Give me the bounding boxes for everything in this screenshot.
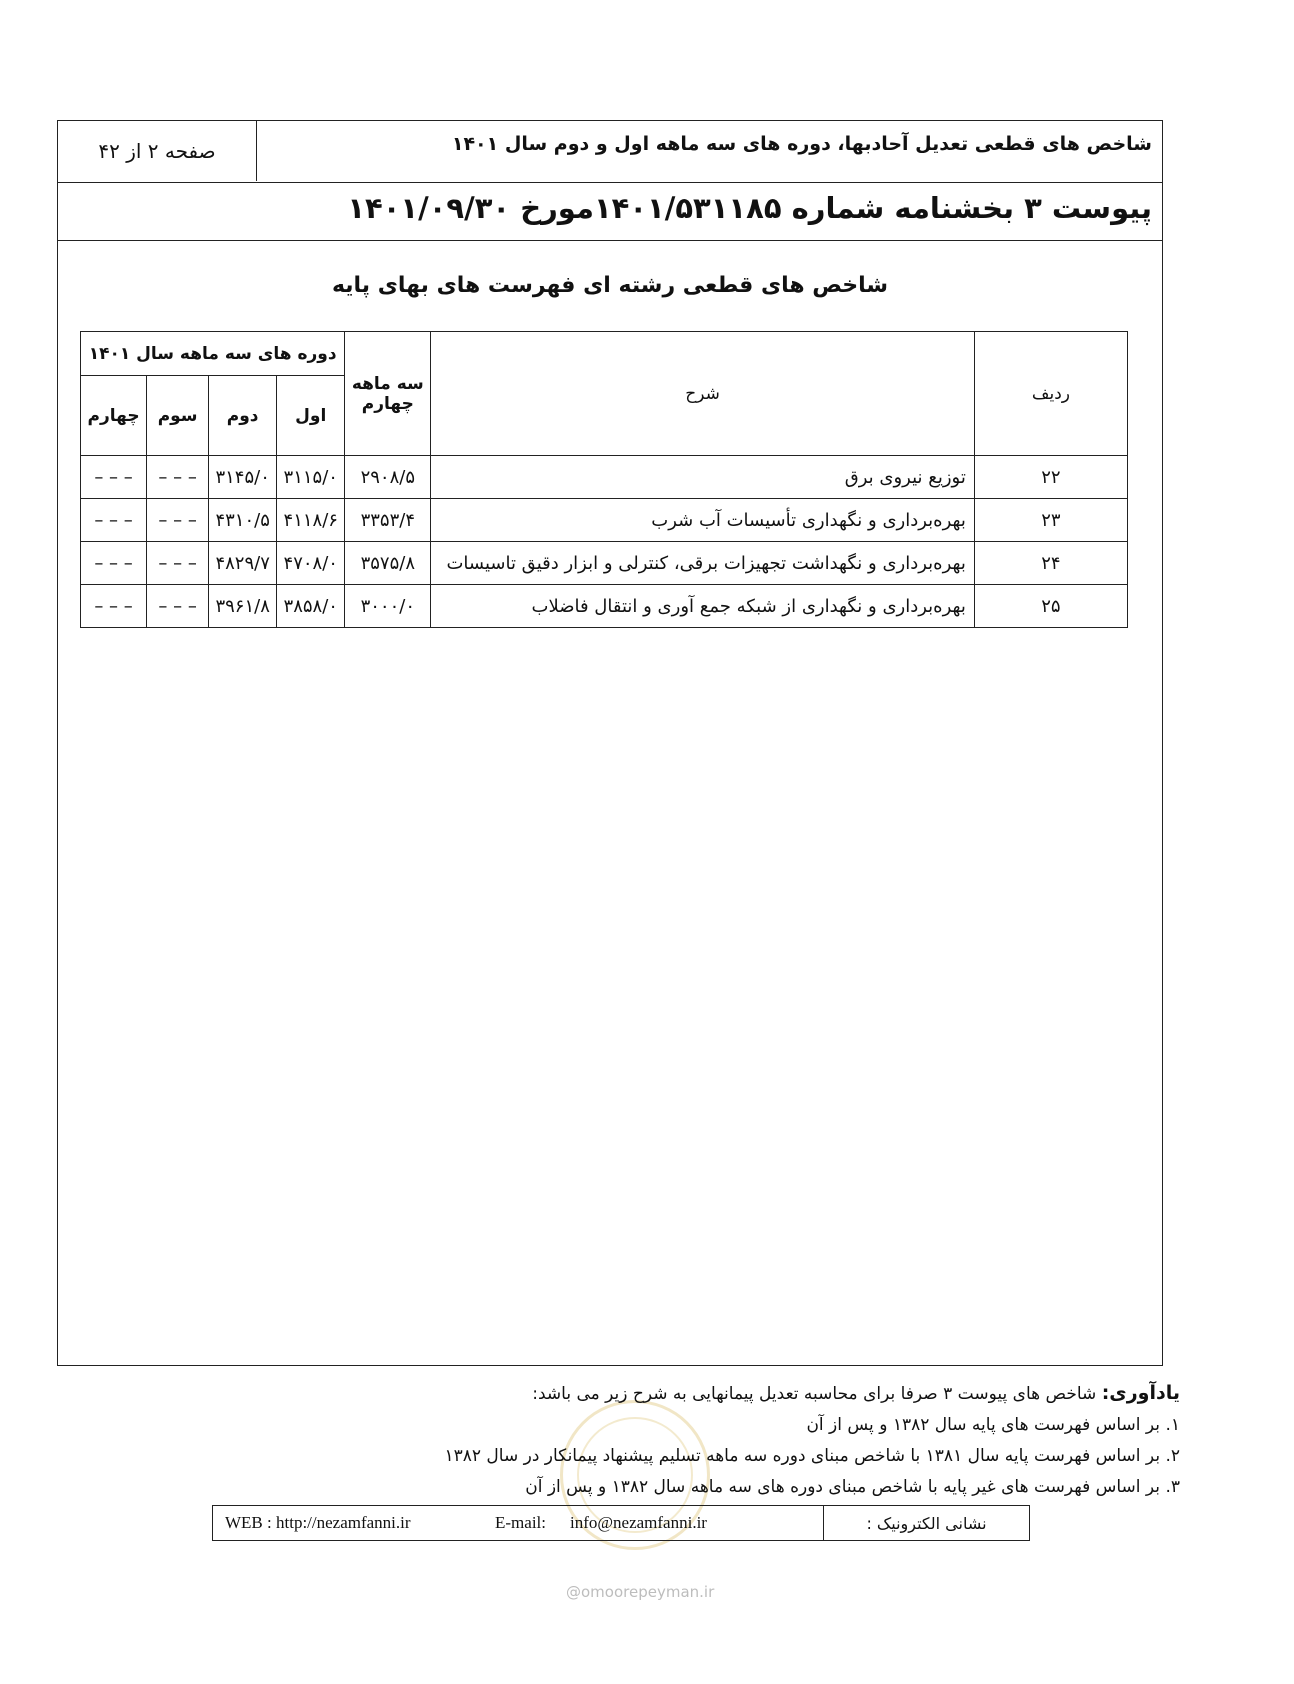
- header-row: [58, 121, 1162, 183]
- header-quarter-four: سه ماهه چهارم: [345, 332, 431, 456]
- row-first: ۴۷۰۸/۰: [277, 542, 345, 585]
- row-second: ۴۸۲۹/۷: [209, 542, 277, 585]
- header-quarters-group: دوره های سه ماهه سال ۱۴۰۱: [81, 332, 345, 376]
- row-number: ۲۴: [974, 542, 1127, 585]
- note-item: ۳. بر اساس فهرست های غیر پایه با شاخص مبنای دوره های سه ماهه سال ۱۳۸۲ و پس از آن: [525, 1477, 1180, 1497]
- row-description: بهره‌برداری و نگهداری از شبکه جمع آوری و انتقال فاضلاب: [431, 585, 975, 628]
- header-description: شرح: [431, 332, 975, 456]
- row-description: توزیع نیروی برق: [431, 456, 975, 499]
- note-intro-line: [445, 1378, 1181, 1410]
- note-label: یادآوری:: [1101, 1382, 1180, 1404]
- document-frame: [57, 120, 1163, 1366]
- row-third: – – –: [147, 585, 209, 628]
- table-row: [81, 542, 1128, 585]
- row-first: ۳۸۵۸/۰: [277, 585, 345, 628]
- row-description: بهره‌برداری و نگهداشت تجهیزات برقی، کنترلی و ابزار دقیق تاسیسات: [431, 542, 975, 585]
- reminder-note: [445, 1378, 1181, 1503]
- note-intro: شاخص های پیوست ۳ صرفا برای محاسبه تعدیل پیمانهایی به شرح زیر می باشد:: [532, 1384, 1097, 1404]
- row-fourth: – – –: [81, 499, 147, 542]
- section-title: شاخص های قطعی رشته ای فهرست های بهای پایه: [331, 273, 889, 298]
- row-number: ۲۳: [974, 499, 1127, 542]
- row-description: بهره‌برداری و نگهداری تأسیسات آب شرب: [431, 499, 975, 542]
- row-fourth: – – –: [81, 585, 147, 628]
- table-header-row: [81, 332, 1128, 376]
- row-first: ۳۱۱۵/۰: [277, 456, 345, 499]
- row-fourth: – – –: [81, 542, 147, 585]
- annex-row: [58, 183, 1162, 241]
- row-third: – – –: [147, 542, 209, 585]
- row-quarter-four: ۳۵۷۵/۸: [345, 542, 431, 585]
- note-item: ۲. بر اساس فهرست پایه سال ۱۳۸۱ با شاخص مبنای دوره سه ماهه تسلیم پیشنهاد پیمانکار در سال ۱۳۸۲: [444, 1446, 1180, 1466]
- contact-label: نشانی الکترونیک :: [823, 1506, 1029, 1540]
- row-second: ۳۱۴۵/۰: [209, 456, 277, 499]
- row-quarter-four: ۲۹۰۸/۵: [345, 456, 431, 499]
- header-second: دوم: [209, 376, 277, 456]
- note-item: ۱. بر اساس فهرست های پایه سال ۱۳۸۲ و پس از آن: [806, 1415, 1180, 1435]
- row-first: ۴۱۱۸/۶: [277, 499, 345, 542]
- row-number: ۲۲: [974, 456, 1127, 499]
- contact-box: [212, 1505, 1030, 1541]
- email-link[interactable]: info@nezamfanni.ir: [570, 1513, 707, 1532]
- watermark-text: @omoorepeyman.ir: [566, 1583, 715, 1601]
- row-second: ۴۳۱۰/۵: [209, 499, 277, 542]
- header-first: اول: [277, 376, 345, 456]
- row-third: – – –: [147, 499, 209, 542]
- website-link[interactable]: WEB : http://nezamfanni.ir: [225, 1513, 411, 1532]
- row-fourth: – – –: [81, 456, 147, 499]
- row-number: ۲۵: [974, 585, 1127, 628]
- index-table: [80, 331, 1128, 628]
- header-third: سوم: [147, 376, 209, 456]
- email-label: E-mail:: [495, 1513, 546, 1532]
- header-row-number: ردیف: [974, 332, 1127, 456]
- row-third: – – –: [147, 456, 209, 499]
- annex-title: پیوست ۳ بخشنامه شماره ۱۴۰۱/۵۳۱۱۸۵مورخ ۱۴۰۱/۰۹/۳۰: [347, 191, 1152, 225]
- document-title: شاخص های قطعی تعدیل آحادبها، دوره های سه ماهه اول و دوم سال ۱۴۰۱: [451, 133, 1152, 155]
- row-quarter-four: ۳۰۰۰/۰: [345, 585, 431, 628]
- row-quarter-four: ۳۳۵۳/۴: [345, 499, 431, 542]
- header-fourth: چهارم: [81, 376, 147, 456]
- row-second: ۳۹۶۱/۸: [209, 585, 277, 628]
- page-number: صفحه ۲ از ۴۲: [58, 121, 257, 181]
- table-row: [81, 499, 1128, 542]
- table-row: [81, 456, 1128, 499]
- table-row: [81, 585, 1128, 628]
